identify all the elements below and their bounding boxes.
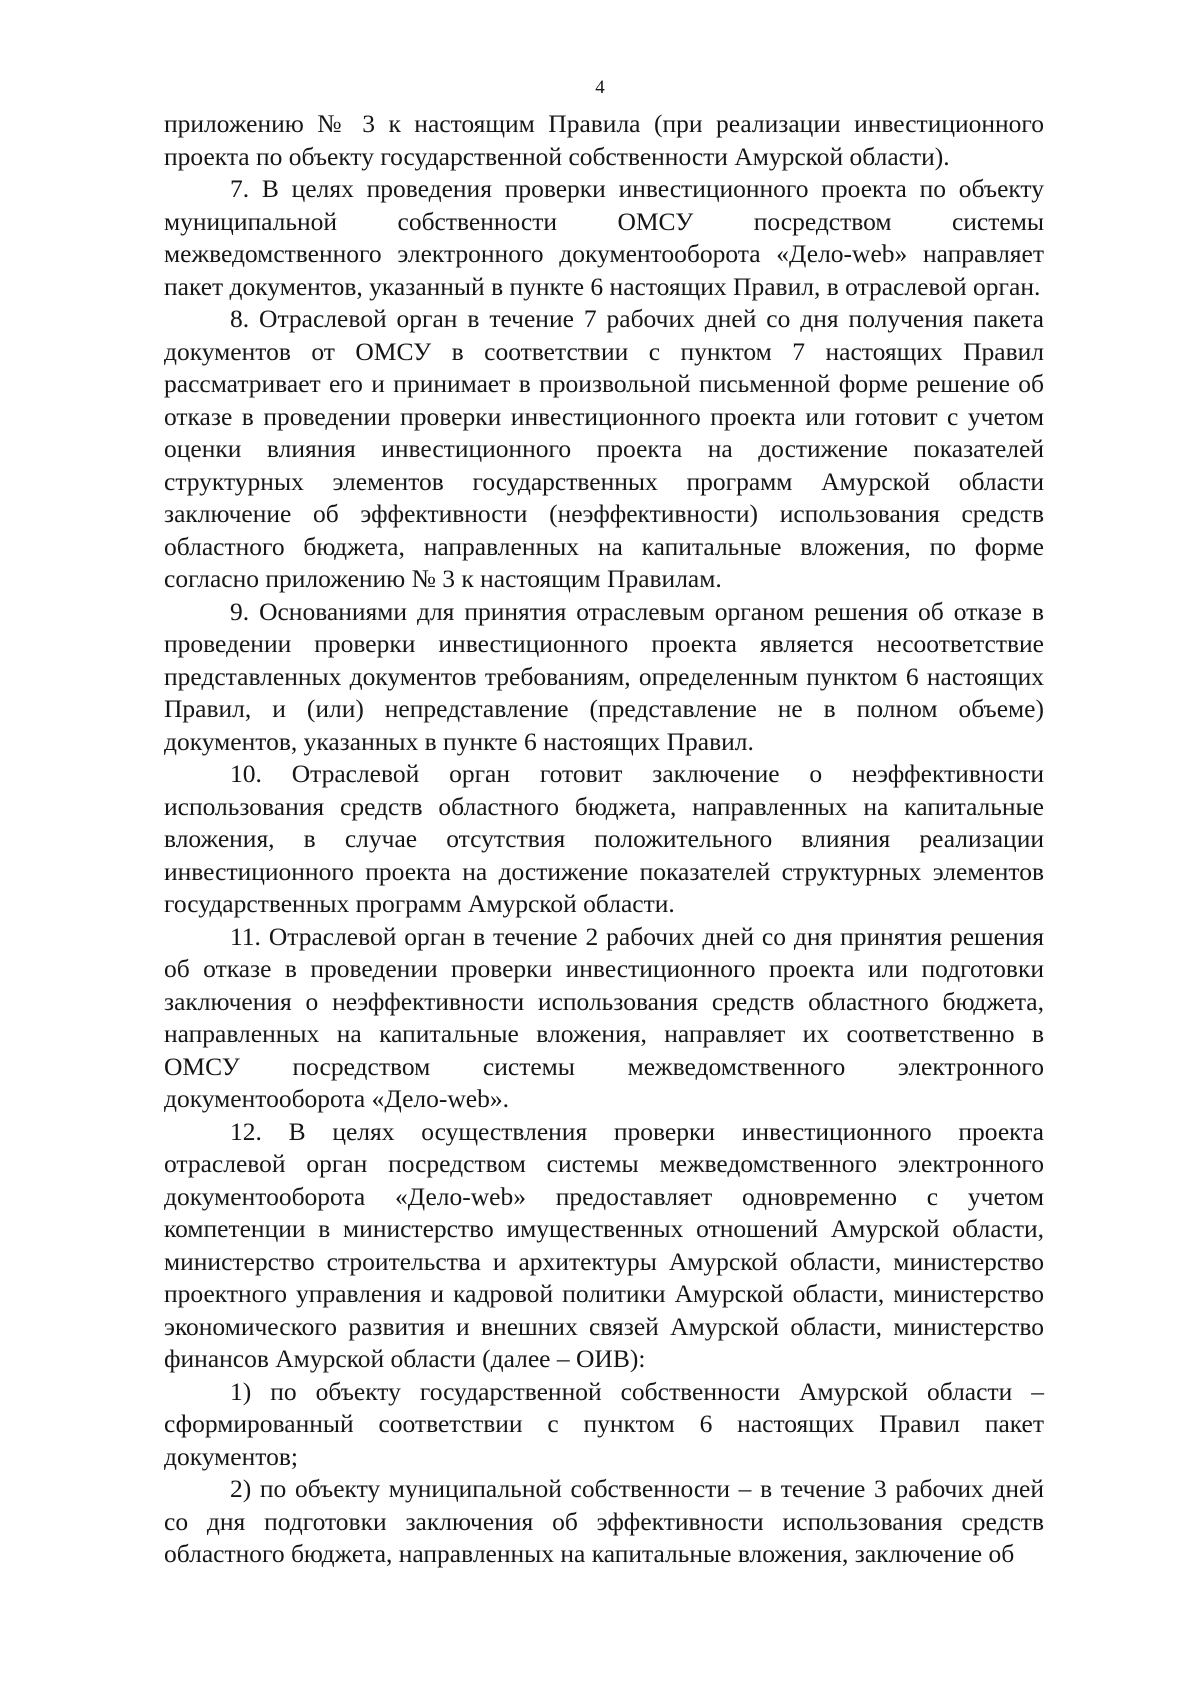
paragraph-continuation: приложению № 3 к настоящим Правила (при реализации инвестиционного проекта по объекту государственной собственности Амурской области). xyxy=(164,109,1044,171)
paragraph-8: 8. Отраслевой орган в течение 7 рабочих дней со дня получения пакета документов от ОМСУ в соответствии с пунктом 7 настоящих Правил рассматривает его и принимает в произвольной письменной форме решение об отказе в проведении проверки инвестиционного проекта или готовит с учетом оценки влияния инвестиционного проекта на достижение показателей структурных элементов государственных программ Амурской области заключение об эффективности (неэффективности) использования средств областного бюджета, направленных на капитальные вложения, по форме согласно приложению № 3 к настоящим Правилам. xyxy=(164,304,1044,593)
document-body xyxy=(164,108,1044,1571)
paragraph-11: 11. Отраслевой орган в течение 2 рабочих дней со дня принятия решения об отказе в проведении проверки инвестиционного проекта или подготовки заключения о неэффективности использования средств областного бюджета, направленных на капитальные вложения, направляет их соответственно в ОМСУ посредством системы межведомственного электронного документооборота «Дело-web». xyxy=(164,921,1044,1113)
paragraph-9: 9. Основаниями для принятия отраслевым органом решения об отказе в проведении проверки инвестиционного проекта является несоответствие представленных документов требованиям, определенным пунктом 6 настоящих Правил, и (или) непредставление (представление не в полном объеме) документов, указанных в пункте 6 настоящих Правил. xyxy=(164,596,1044,756)
paragraph-12-item-2: 2) по объекту муниципальной собственности – в течение 3 рабочих дней со дня подготовки заключения об эффективности использования средств областного бюджета, направленных на капитальные вложения, заключение об xyxy=(164,1474,1044,1568)
page-number: 4 xyxy=(595,77,605,98)
paragraph-12-item-1: 1) по объекту государственной собственности Амурской области – сформированный соответствии с пунктом 6 настоящих Правил пакет документов; xyxy=(164,1376,1044,1471)
paragraph-7: 7. В целях проведения проверки инвестиционного проекта по объекту муниципальной собственности ОМСУ посредством системы межведомственного электронного документооборота «Дело-web» направляет пакет документов, указанный в пункте 6 настоящих Правил, в отраслевой орган. xyxy=(164,174,1044,301)
paragraph-12: 12. В целях осуществления проверки инвестиционного проекта отраслевой орган посредством системы межведомственного электронного документооборота «Дело-web» предоставляет одновременно с учетом компетенции в министерство имущественных отношений Амурской области, министерство строительства и архитектуры Амурской области, министерство проектного управления и кадровой политики Амурской области, министерство экономического развития и внешних связей Амурской области, министерство финансов Амурской области (далее – ОИВ): xyxy=(164,1116,1044,1373)
paragraph-10: 10. Отраслевой орган готовит заключение о неэффективности использования средств областного бюджета, направленных на капитальные вложения, в случае отсутствия положительного влияния реализации инвестиционного проекта на достижение показателей структурных элементов государственных программ Амурской области. xyxy=(164,759,1044,918)
